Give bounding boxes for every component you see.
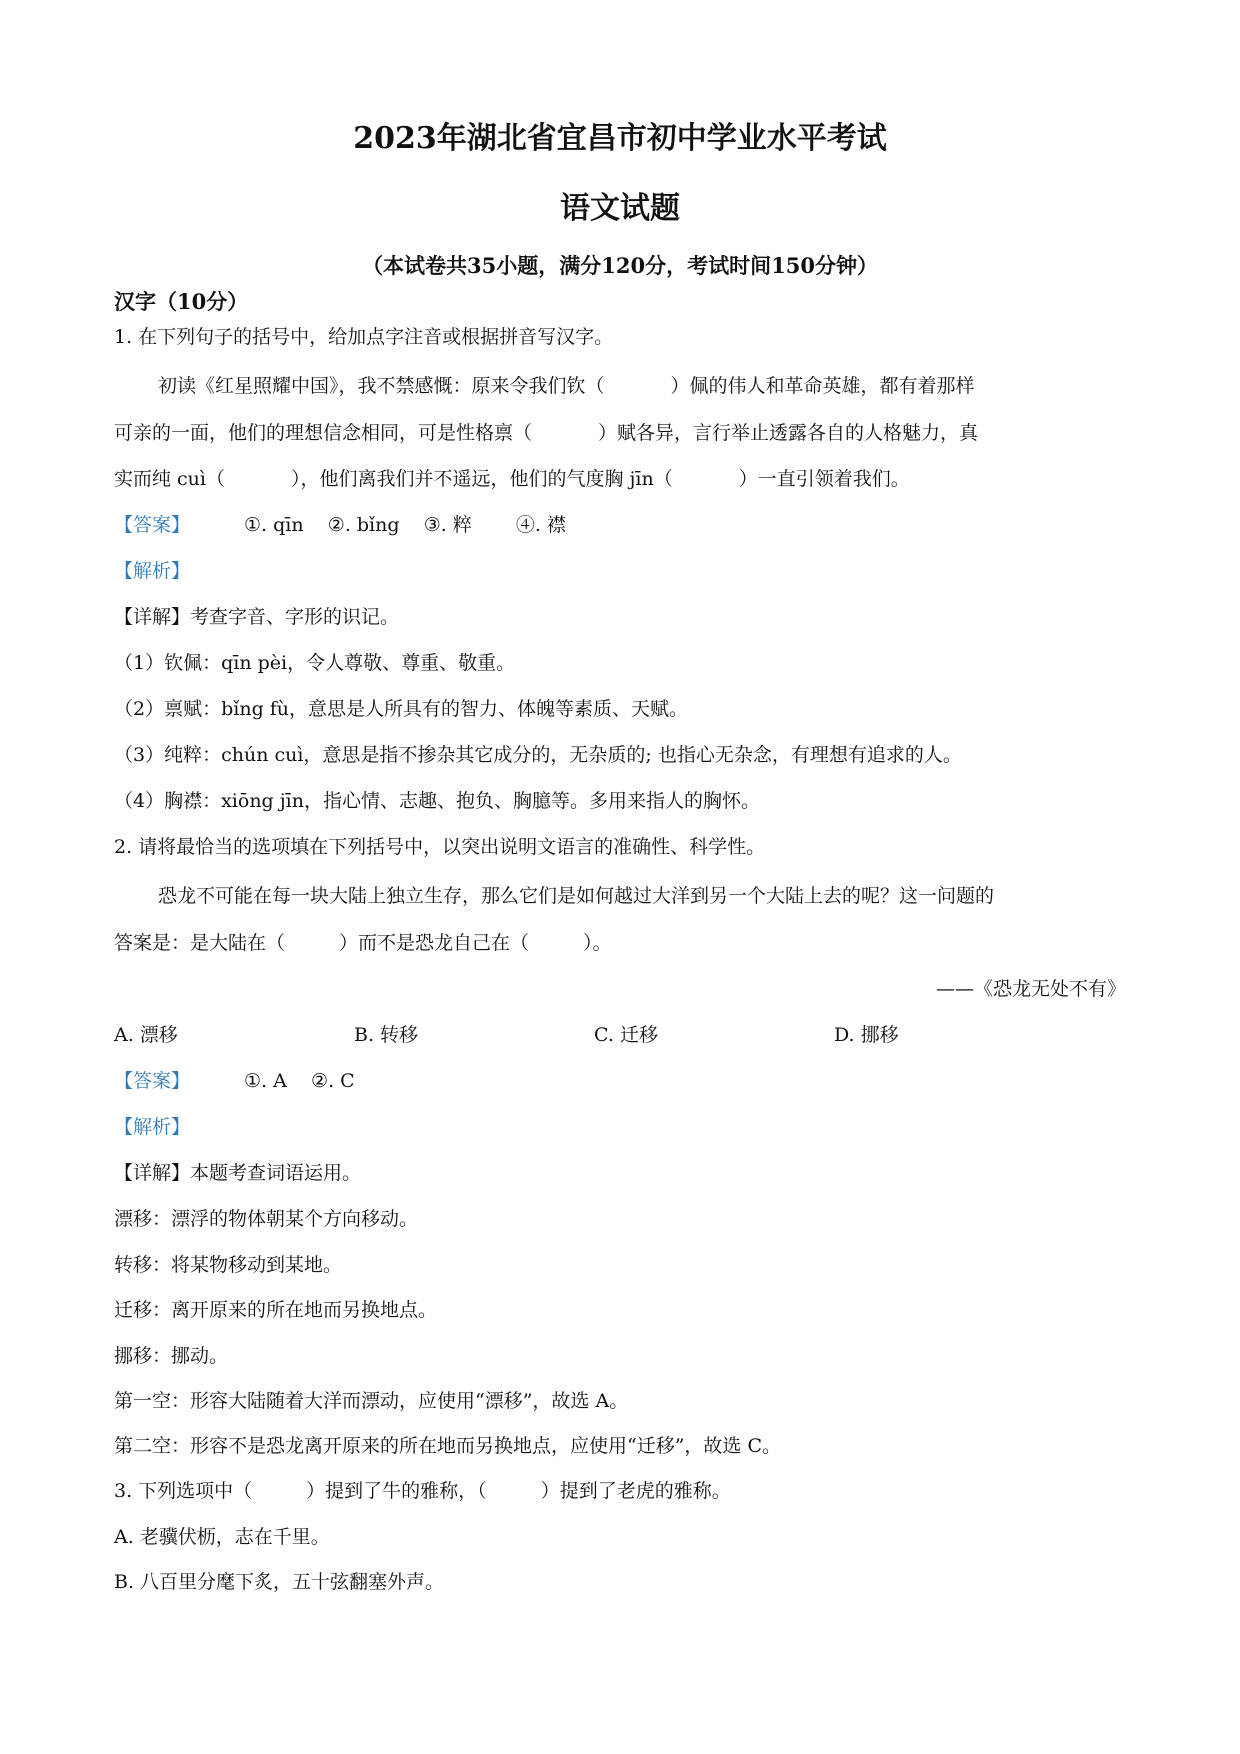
q1-passage-line-2	[114, 418, 1126, 448]
q2-line: 漂移：漂浮的物体朝某个方向移动。	[114, 1208, 419, 1230]
q2-passage-text: ）。	[583, 932, 612, 954]
q3-stem-text: ）提到了老虎的雅称。	[540, 1480, 731, 1502]
q2-line: 挪移：挪动。	[114, 1345, 229, 1367]
option-b: B. 转移	[354, 1024, 419, 1046]
q2-passage-text: ）而不是恐龙自己在（	[339, 932, 530, 954]
q3-stem-text: 3. 下列选项中（	[114, 1480, 253, 1502]
q1-stem: 1. 在下列句子的括号中，给加点字注音或根据拼音写汉字。	[114, 326, 614, 348]
exam-title: 2023年湖北省宜昌市初中学业水平考试	[353, 121, 887, 156]
answer-item: ④. 襟	[515, 514, 566, 536]
q2-source: ——《恐龙无处不有》	[935, 978, 1126, 1000]
q1-item: （2）禀赋：bǐng fù，意思是人所具有的智力、体魄等素质、天赋。	[114, 698, 689, 720]
q3-option-b: B. 八百里分麾下炙，五十弦翻塞外声。	[114, 1571, 445, 1593]
q1-item: （3）纯粹：chún cuì，意思是指不掺杂其它成分的，无杂质的; 也指心无杂念，有理想有追求的人。	[114, 744, 962, 766]
q1-passage-text: 初读《红星照耀中国》，我不禁感慨：原来令我们钦（	[158, 375, 605, 397]
q1-passage-text: ）赋各异，言行举止透露各自的人格魅力，真	[598, 422, 979, 444]
option-d: D. 挪移	[834, 1024, 899, 1046]
answer-item: ①. A	[244, 1070, 287, 1092]
q3-stem-text: ）提到了牛的雅称，（	[306, 1480, 487, 1502]
q2-passage-line-2	[114, 928, 1126, 958]
q2-detail: 【详解】本题考查词语运用。	[114, 1162, 362, 1184]
answer-item: ②. C	[311, 1070, 355, 1092]
q3-stem	[114, 1476, 1126, 1506]
analysis-label: 【解析】	[114, 1116, 191, 1138]
option-c: C. 迁移	[594, 1024, 658, 1046]
q2-passage-line-1: 恐龙不可能在每一块大陆上独立生存，那么它们是如何越过大洋到另一个大陆上去的呢？这一问题的	[158, 885, 995, 907]
q2-line: 转移：将某物移动到某地。	[114, 1254, 343, 1276]
q1-detail: 【详解】考查字音、字形的识记。	[114, 606, 400, 628]
section-title: 汉字（10分）	[114, 289, 249, 314]
option-a: A. 漂移	[114, 1024, 178, 1046]
q1-passage-text: ）一直引领着我们。	[738, 468, 910, 490]
q1-item: （4）胸襟：xiōng jīn，指心情、志趣、抱负、胸臆等。多用来指人的胸怀。	[114, 790, 760, 812]
q2-options	[114, 1020, 1126, 1050]
q1-answer	[114, 510, 1126, 540]
q2-line: 第二空：形容不是恐龙离开原来的所在地而另换地点，应使用“迁移”，故选 C。	[114, 1435, 782, 1457]
q2-line: 迁移：离开原来的所在地而另换地点。	[114, 1299, 438, 1321]
q1-passage-line-3	[114, 464, 1126, 494]
q1-passage-text: 实而纯 cuì（	[114, 468, 225, 490]
answer-item: ③. 粹	[423, 514, 472, 536]
q1-passage-text: ），他们离我们并不遥远，他们的气度胸 jīn（	[291, 468, 673, 490]
q3-option-a: A. 老骥伏枥，志在千里。	[114, 1526, 330, 1548]
q2-passage-text: 答案是：是大陆在（	[114, 932, 286, 954]
q1-passage-text: 可亲的一面，他们的理想信念相同，可是性格禀（	[114, 422, 533, 444]
q2-line: 第一空：形容大陆随着大洋而漂动，应使用“漂移”，故选 A。	[114, 1390, 629, 1412]
subject-title: 语文试题	[560, 191, 680, 226]
answer-label: 【答案】	[114, 1070, 191, 1092]
q2-stem: 2. 请将最恰当的选项填在下列括号中，以突出说明文语言的准确性、科学性。	[114, 836, 766, 858]
answer-item: ①. qīn	[244, 514, 304, 536]
answer-item: ②. bǐng	[327, 514, 400, 536]
exam-info: （本试卷共35小题，满分120分，考试时间150分钟）	[362, 253, 878, 278]
analysis-label: 【解析】	[114, 560, 191, 582]
q1-item: （1）钦佩：qīn pèi，令人尊敬、尊重、敬重。	[114, 652, 516, 674]
answer-label: 【答案】	[114, 514, 191, 536]
q2-answer	[114, 1066, 1126, 1096]
q1-passage-line-1	[158, 371, 1126, 401]
q1-passage-text: ）佩的伟人和革命英雄，都有着那样	[670, 375, 975, 397]
